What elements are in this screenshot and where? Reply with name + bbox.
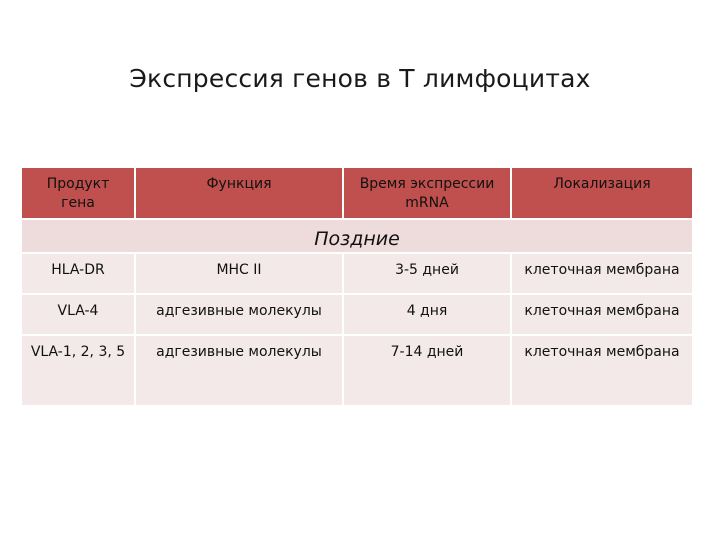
cell-function: адгезивные молекулы [135, 335, 343, 406]
cell-gene-product: VLA-4 [22, 294, 135, 335]
cell-gene-product: VLA-1, 2, 3, 5 [22, 335, 135, 406]
section-label: Поздние [314, 228, 400, 250]
section-row [22, 219, 692, 253]
cell-gene-product: HLA-DR [22, 253, 135, 294]
header-function: Функция [135, 168, 343, 219]
header-expression-time: Время экспрессии mRNA [343, 168, 511, 219]
cell-function: MHC II [135, 253, 343, 294]
header-gene-product: Продукт гена [22, 168, 135, 219]
gene-expression-table [22, 168, 692, 407]
cell-expression-time: 7-14 дней [343, 335, 511, 406]
cell-expression-time: 3-5 дней [343, 253, 511, 294]
table-row [22, 294, 692, 335]
slide-title: Экспрессия генов в Т лимфоцитах [129, 64, 591, 93]
header-localization: Локализация [511, 168, 692, 219]
table-row [22, 253, 692, 294]
cell-localization: клеточная мембрана [511, 294, 692, 335]
cell-localization: клеточная мембрана [511, 335, 692, 406]
cell-localization: клеточная мембрана [511, 253, 692, 294]
table-row [22, 335, 692, 406]
cell-function: адгезивные молекулы [135, 294, 343, 335]
cell-expression-time: 4 дня [343, 294, 511, 335]
header-row [22, 168, 692, 219]
